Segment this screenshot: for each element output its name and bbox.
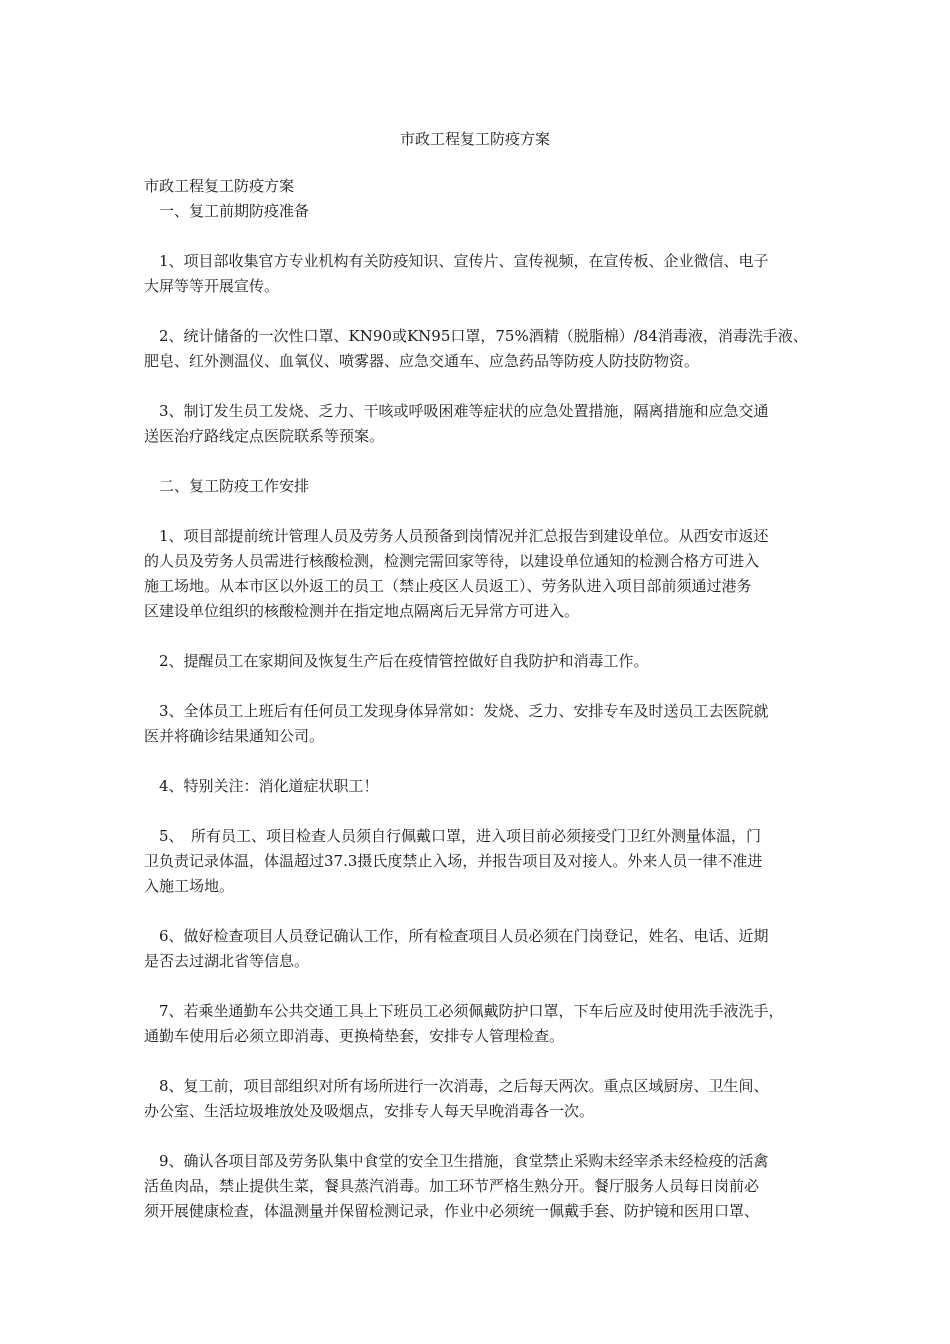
paragraph-gap — [144, 499, 810, 524]
paragraph-line: 入施工场地。 — [144, 877, 235, 895]
paragraph-line: 医并将确诊结果通知公司。 — [144, 727, 325, 745]
paragraph-line: 2、统计储备的一次性口罩、KN90或KN95口罩，75%酒精（脱脂棉）/84消毒液，消毒洗手液、 — [144, 327, 808, 345]
paragraph-gap — [144, 899, 810, 924]
paragraph-line: 活鱼肉品，禁止提供生菜，餐具蒸汽消毒。加工环节严格生熟分开。餐厅服务人员每日岗前必 — [144, 1177, 760, 1195]
paragraph-line: 送医治疗路线定点医院联系等预案。 — [144, 427, 385, 445]
paragraph-line: 1、项目部提前统计管理人员及劳务人员预备到岗情况并汇总报告到建设单位。从西安市返还 — [144, 527, 769, 545]
paragraph-line: 施工场地。从本市区以外返工的员工（禁止疫区人员返工）、劳务队进入项目部前须通过港务 — [144, 577, 752, 595]
paragraph-line: 的人员及劳务人员需进行核酸检测，检测完需回家等待，以建设单位通知的检测合格方可进入 — [144, 552, 760, 570]
paragraph-gap — [144, 974, 810, 999]
paragraph-line: 须开展健康检查，体温测量并保留检测记录，作业中必须统一佩戴手套、防护镜和医用口罩、 — [144, 1202, 760, 1220]
paragraph-line: 是否去过湖北省等信息。 — [144, 952, 310, 970]
paragraph-line: 大屏等等开展宣传。 — [144, 277, 280, 295]
paragraph-line: 通勤车使用后必须立即消毒、更换椅垫套，安排专人管理检查。 — [144, 1027, 565, 1045]
paragraph-gap — [144, 224, 810, 249]
paragraph-line: 区建设单位组织的核酸检测并在指定地点隔离后无异常方可进入。 — [144, 602, 580, 620]
paragraph-gap — [144, 799, 810, 824]
paragraph-line: 卫负责记录体温，体温超过37.3摄氏度禁止入场，并报告项目及对接人。外来人员一律不准进 — [144, 852, 763, 870]
paragraph-line: 6、做好检查项目人员登记确认工作，所有检查项目人员必须在门岗登记，姓名、电话、近期 — [144, 927, 769, 945]
paragraph-gap — [144, 1124, 810, 1149]
paragraph-gap — [144, 449, 810, 474]
document-title: 市政工程复工防疫方案 — [399, 130, 550, 148]
paragraph-gap — [144, 749, 810, 774]
paragraph-gap — [144, 299, 810, 324]
paragraph-gap — [144, 674, 810, 699]
paragraph-line: 7、若乘坐通勤车公共交通工具上下班员工必须佩戴防护口罩，下车后应及时使用洗手液洗手， — [144, 1002, 784, 1020]
paragraph-line: 3、全体员工上班后有任何员工发现身体异常如：发烧、乏力、安排专车及时送员工去医院就 — [144, 702, 769, 720]
section-heading-2: 二、复工防疫工作安排 — [144, 477, 310, 495]
paragraph-line: 4、特别关注：消化道症状职工！ — [144, 777, 379, 795]
paragraph-gap — [144, 1049, 810, 1074]
paragraph-line: 2、提醒员工在家期间及恢复生产后在疫情管控做好自我防护和消毒工作。 — [144, 652, 649, 670]
paragraph-line: 3、制订发生员工发烧、乏力、干咳或呼吸困难等症状的应急处置措施，隔离措施和应急交通 — [144, 402, 769, 420]
paragraph-line: 办公室、生活垃圾堆放处及吸烟点，安排专人每天早晚消毒各一次。 — [144, 1102, 595, 1120]
section-heading-1: 一、复工前期防疫准备 — [144, 202, 310, 220]
document-body — [144, 174, 810, 1224]
paragraph-line: 5、 所有员工、项目检查人员须自行佩戴口罩，进入项目前必须接受门卫红外测量体温，门 — [144, 827, 762, 845]
paragraph-gap — [144, 374, 810, 399]
paragraph-line: 肥皂、红外测温仪、血氧仪、喷雾器、应急交通车、应急药品等防疫人防技防物资。 — [144, 352, 700, 370]
paragraph-gap — [144, 624, 810, 649]
paragraph-line: 8、复工前，项目部组织对所有场所进行一次消毒，之后每天两次。重点区域厨房、卫生间、 — [144, 1077, 769, 1095]
paragraph-line: 1、项目部收集官方专业机构有关防疫知识、宣传片、宣传视频，在宣传板、企业微信、电子 — [144, 252, 769, 270]
document-subtitle: 市政工程复工防疫方案 — [144, 177, 295, 195]
paragraph-line: 9、确认各项目部及劳务队集中食堂的安全卫生措施，食堂禁止采购未经宰杀未经检疫的活禽 — [144, 1152, 769, 1170]
